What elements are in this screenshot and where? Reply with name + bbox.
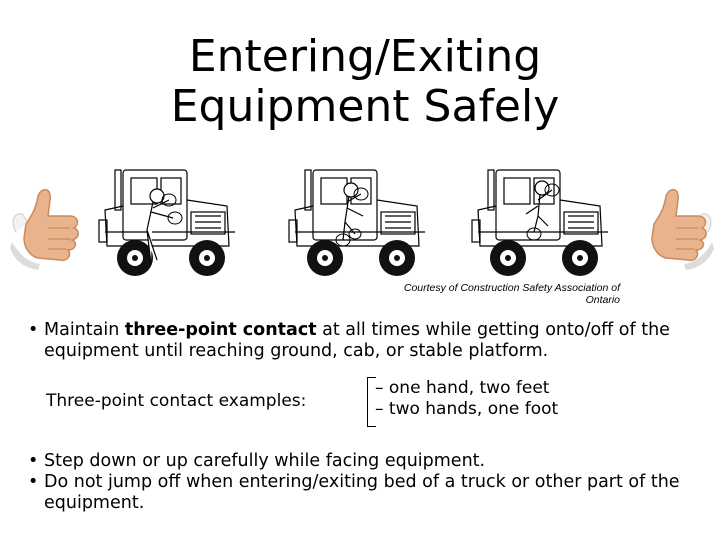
image-credit-line-2: Ontario (585, 294, 620, 306)
title-line-1: Entering/Exiting (188, 31, 542, 82)
bullet-item (28, 320, 708, 362)
bullet-list-2 (28, 451, 708, 514)
thumbs-up-icon (8, 182, 88, 274)
example-item: – one hand, two feet (375, 378, 550, 398)
bullet-text-bold: three-point contact (124, 320, 317, 340)
example-item: – two hands, one foot (375, 399, 559, 419)
bullet-item: • Do not jump off when entering/exiting bed of a truck or other part of the equipment. (28, 472, 708, 514)
truck-illustration-3 (468, 160, 618, 285)
bullet-list-1 (28, 320, 708, 362)
bullet-text-before: Maintain (44, 320, 125, 340)
examples-label: Three-point contact examples: (46, 391, 307, 411)
bullet-text-after: at all times while getting onto/off of the equipment until reaching ground, cab, or stable platform. (44, 320, 670, 361)
image-credit (360, 282, 620, 306)
title-line-2: Equipment Safely (170, 81, 560, 132)
truck-illustration-1 (95, 160, 245, 285)
examples-list (375, 378, 558, 420)
bullet-item: • Step down or up carefully while facing equipment. (28, 451, 708, 472)
page-title (130, 32, 600, 132)
thumbs-up-icon (636, 182, 716, 274)
truck-illustration-2 (285, 160, 435, 285)
image-credit-line-1: Courtesy of Construction Safety Association of (403, 282, 620, 294)
